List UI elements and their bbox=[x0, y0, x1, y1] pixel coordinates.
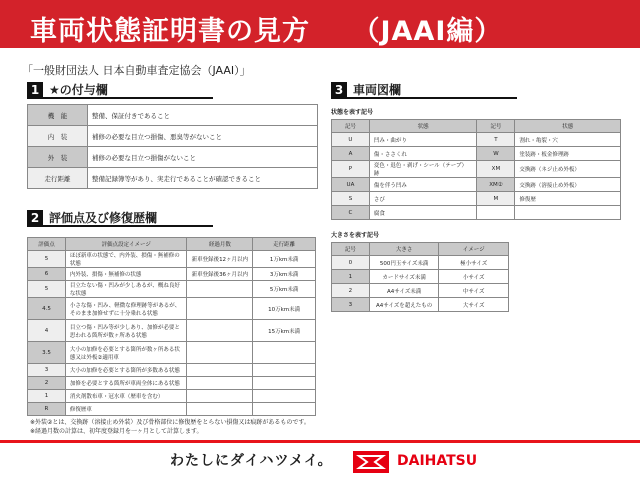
row-label: 外 装 bbox=[28, 147, 88, 168]
table-cell: 大サイズ bbox=[439, 298, 509, 312]
size-table bbox=[331, 242, 509, 312]
note: ※外装②とは、交換跡（溶接止め外装）及び骨格部位に修復歴をとらない損傷又は痕跡があるものです。 bbox=[30, 419, 310, 426]
table-row bbox=[28, 390, 316, 403]
table-cell: 消火剤散布車・冠水車（歴車を含む） bbox=[65, 390, 187, 403]
table-cell: 1 bbox=[332, 270, 370, 284]
table-row bbox=[28, 403, 316, 416]
table-cell bbox=[253, 342, 316, 364]
table-row bbox=[28, 168, 318, 189]
column-header: 大きさ bbox=[369, 243, 439, 256]
section-title: 車両図欄 bbox=[353, 83, 402, 97]
row-text: 整備、保証付きであること bbox=[88, 105, 318, 126]
table-row bbox=[332, 284, 509, 298]
column-header: 評価点 bbox=[28, 238, 66, 251]
table-cell: 塗装跡・板金修理跡 bbox=[515, 147, 621, 161]
table-cell bbox=[187, 342, 253, 364]
table-row bbox=[332, 192, 621, 206]
table-row bbox=[28, 342, 316, 364]
row-text: 補修の必要な目立つ損傷がないこと bbox=[88, 147, 318, 168]
table-row bbox=[332, 161, 621, 178]
table-cell bbox=[187, 298, 253, 320]
table-cell: 目立つ傷・凹み等が少しあり、加修が必要と思われる箇所が数ヶ所ある状態 bbox=[65, 320, 187, 342]
table-cell: 15万km未満 bbox=[253, 320, 316, 342]
table-row bbox=[28, 281, 316, 298]
table-cell: A4サイズ未満 bbox=[369, 284, 439, 298]
table-row bbox=[332, 133, 621, 147]
organization-name: 「一般財団法人 日本自動車査定協会（JAAI）」 bbox=[22, 64, 251, 77]
table-cell: 500円玉サイズ未満 bbox=[369, 256, 439, 270]
table-cell: 1 bbox=[28, 390, 66, 403]
table-row bbox=[332, 256, 509, 270]
table-cell: XM② bbox=[477, 178, 515, 192]
table-cell: 小サイズ bbox=[439, 270, 509, 284]
section-title: 評価点及び修復歴欄 bbox=[49, 211, 158, 225]
table-cell: S bbox=[332, 192, 370, 206]
table-row bbox=[28, 251, 316, 268]
condition-subtitle: 状態を表す記号 bbox=[331, 109, 374, 116]
row-text: 整備記録簿等があり、実走行であることが確認できること bbox=[88, 168, 318, 189]
table-cell: 修復歴車 bbox=[65, 403, 187, 416]
table-cell bbox=[187, 390, 253, 403]
column-header: 評価点設定イメージ bbox=[65, 238, 187, 251]
table-cell: 交換跡（溶接止め外板） bbox=[515, 178, 621, 192]
table-row bbox=[28, 298, 316, 320]
table-row bbox=[28, 105, 318, 126]
table-cell: 6 bbox=[28, 268, 66, 281]
section1-heading bbox=[27, 82, 213, 99]
table-row bbox=[332, 298, 509, 312]
table-row bbox=[332, 270, 509, 284]
column-header: 記号 bbox=[332, 243, 370, 256]
table-cell: 交換跡（ネジ止め外板） bbox=[515, 161, 621, 178]
table-cell: 1万km未満 bbox=[253, 251, 316, 268]
table-cell: A4サイズを超えたもの bbox=[369, 298, 439, 312]
daihatsu-logo-icon bbox=[353, 451, 389, 473]
table-cell: 極小サイズ bbox=[439, 256, 509, 270]
column-header: 経過月数 bbox=[187, 238, 253, 251]
page-title: 車両状態証明書の見方 （JAAI編） bbox=[0, 0, 640, 48]
table-cell: 変色・退色・剥げ・シール（テープ）跡 bbox=[369, 161, 477, 178]
table-cell: 0 bbox=[332, 256, 370, 270]
size-subtitle: 大きさを表す記号 bbox=[331, 232, 380, 239]
table-cell: ほぼ新車の状態で、内外装、損傷・無補修の状態 bbox=[65, 251, 187, 268]
table-cell bbox=[253, 403, 316, 416]
section-number: 2 bbox=[27, 210, 43, 225]
table-row bbox=[28, 126, 318, 147]
table-cell: 5 bbox=[28, 281, 66, 298]
slogan: わたしにダイハツメイ。 bbox=[170, 453, 333, 469]
table-cell: 傷を伴う凹み bbox=[369, 178, 477, 192]
column-header: 記号 bbox=[477, 120, 515, 133]
table-cell: UA bbox=[332, 178, 370, 192]
table-cell: 2 bbox=[28, 377, 66, 390]
table-cell: 目立たない傷・凹みが少しあるが、概ね良好な状態 bbox=[65, 281, 187, 298]
table-row bbox=[28, 268, 316, 281]
divider bbox=[0, 440, 640, 443]
column-header: 状態 bbox=[369, 120, 477, 133]
table-cell: M bbox=[477, 192, 515, 206]
table-cell: 2 bbox=[332, 284, 370, 298]
star-table bbox=[27, 104, 318, 189]
table-cell: 中サイズ bbox=[439, 284, 509, 298]
section2-heading bbox=[27, 210, 213, 227]
table-row bbox=[332, 147, 621, 161]
table-cell: 5万km未満 bbox=[253, 281, 316, 298]
table-cell: 修復歴 bbox=[515, 192, 621, 206]
brand-name: DAIHATSU bbox=[397, 453, 478, 469]
table-cell: 加修を必要とする箇所が車両全体にある状態 bbox=[65, 377, 187, 390]
table-cell: C bbox=[332, 206, 370, 220]
column-header: 走行距離 bbox=[253, 238, 316, 251]
table-cell: T bbox=[477, 133, 515, 147]
table-cell: 3 bbox=[28, 364, 66, 377]
table-cell: P bbox=[332, 161, 370, 178]
table-cell: 4.5 bbox=[28, 298, 66, 320]
table-row bbox=[332, 178, 621, 192]
row-label: 内 装 bbox=[28, 126, 88, 147]
table-cell: 新車登録後36ヶ月以内 bbox=[187, 268, 253, 281]
table-cell bbox=[187, 377, 253, 390]
table-cell: 新車登録後12ヶ月以内 bbox=[187, 251, 253, 268]
table-cell: R bbox=[28, 403, 66, 416]
table-cell: XM bbox=[477, 161, 515, 178]
table-row bbox=[28, 377, 316, 390]
table-cell bbox=[187, 281, 253, 298]
table-row bbox=[332, 206, 621, 220]
table-cell bbox=[187, 403, 253, 416]
table-cell: 4 bbox=[28, 320, 66, 342]
row-text: 補修の必要な目立つ損傷、悪臭等がないこと bbox=[88, 126, 318, 147]
table-cell: 割れ・亀裂・穴 bbox=[515, 133, 621, 147]
notes bbox=[30, 418, 310, 436]
table-cell: A bbox=[332, 147, 370, 161]
table-cell: 3 bbox=[332, 298, 370, 312]
table-cell: 大小の加修を必要とする箇所が数ヶ所ある状態又は外板②適用車 bbox=[65, 342, 187, 364]
table-cell: 3.5 bbox=[28, 342, 66, 364]
table-cell bbox=[253, 390, 316, 403]
section-number: 1 bbox=[27, 82, 43, 97]
header-row bbox=[332, 243, 509, 256]
table-cell bbox=[253, 377, 316, 390]
table-cell: 5 bbox=[28, 251, 66, 268]
table-row bbox=[28, 147, 318, 168]
column-header: 状態 bbox=[515, 120, 621, 133]
row-label: 走行距離 bbox=[28, 168, 88, 189]
table-cell: 10万km未満 bbox=[253, 298, 316, 320]
condition-table bbox=[331, 119, 621, 220]
table-cell: 凹み・曲がり bbox=[369, 133, 477, 147]
table-cell bbox=[515, 206, 621, 220]
table-cell: 大小の加修を必要とする箇所が多数ある状態 bbox=[65, 364, 187, 377]
table-cell: さび bbox=[369, 192, 477, 206]
row-label: 機 能 bbox=[28, 105, 88, 126]
table-row bbox=[28, 364, 316, 377]
table-cell: 3万km未満 bbox=[253, 268, 316, 281]
table-cell: 腐食 bbox=[369, 206, 477, 220]
table-cell: W bbox=[477, 147, 515, 161]
table-cell bbox=[187, 320, 253, 342]
column-header: イメージ bbox=[439, 243, 509, 256]
section-title: ★の付与欄 bbox=[49, 83, 108, 97]
score-table bbox=[27, 237, 316, 416]
table-cell: U bbox=[332, 133, 370, 147]
section3-heading bbox=[331, 82, 517, 99]
table-cell: カードサイズ未満 bbox=[369, 270, 439, 284]
note: ※経過月数の計算は、初年度登録月を一ヶ月として計算します。 bbox=[30, 428, 203, 435]
table-cell bbox=[477, 206, 515, 220]
table-cell: 傷・ささくれ bbox=[369, 147, 477, 161]
table-cell bbox=[187, 364, 253, 377]
table-cell bbox=[253, 364, 316, 377]
header-row bbox=[28, 238, 316, 251]
section-number: 3 bbox=[331, 82, 347, 97]
table-row bbox=[28, 320, 316, 342]
column-header: 記号 bbox=[332, 120, 370, 133]
table-cell: 小さな傷・凹み、軽微な修理跡等があるが、そのまま加修せずに十分乗れる状態 bbox=[65, 298, 187, 320]
header-row bbox=[332, 120, 621, 133]
table-cell: 内外装、損傷・無補修の状態 bbox=[65, 268, 187, 281]
